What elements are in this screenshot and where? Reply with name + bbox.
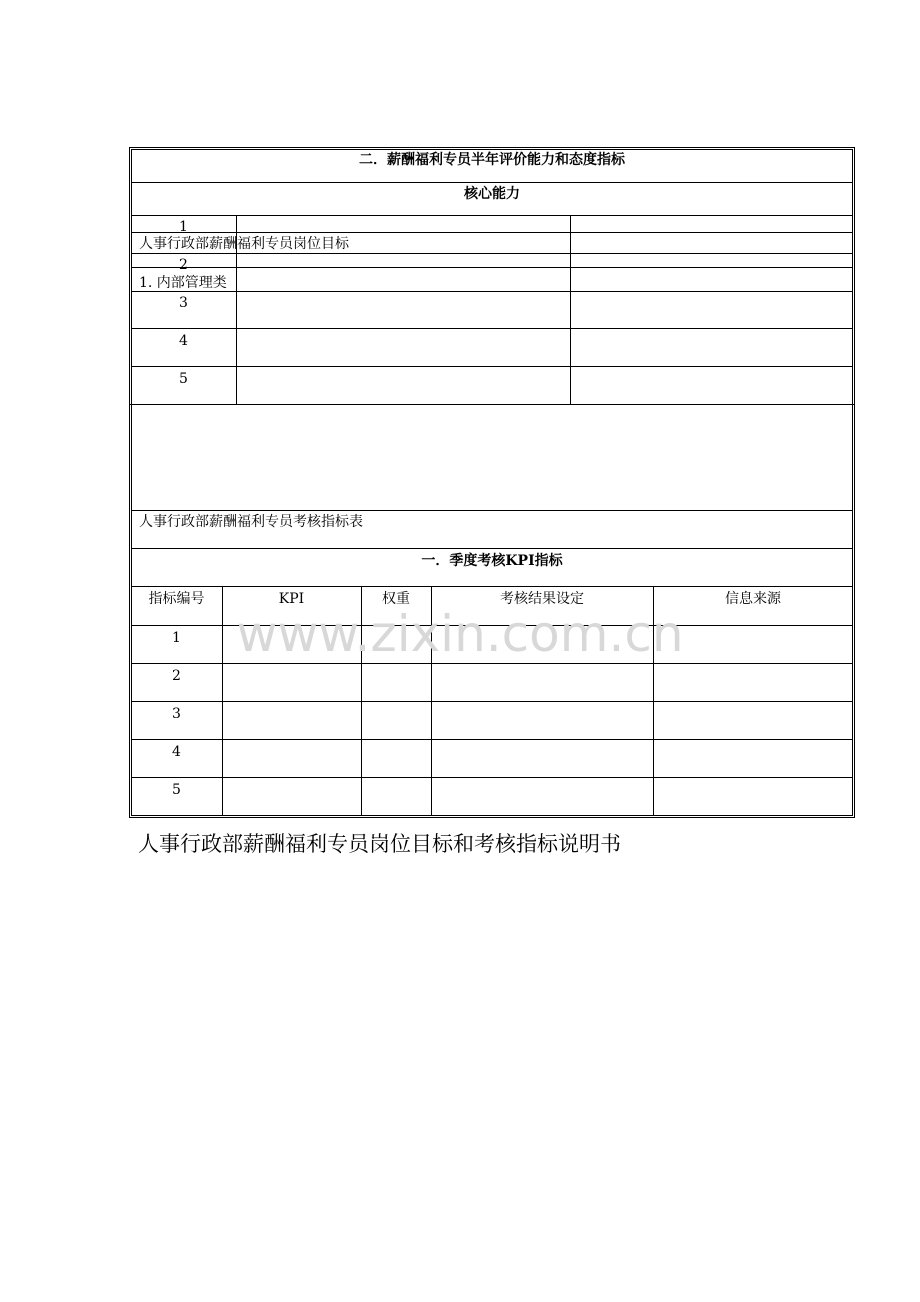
row-number: 4 bbox=[179, 333, 188, 349]
kpi-row-number: 2 bbox=[172, 668, 181, 684]
header-result: 考核结果设定 bbox=[500, 591, 584, 607]
kpi-row-number: 3 bbox=[172, 706, 181, 722]
divider bbox=[131, 510, 853, 511]
document-title: 人事行政部薪酬福利专员岗位目标和考核指标说明书 bbox=[138, 832, 621, 856]
column-divider bbox=[570, 215, 571, 404]
row-number: 1 bbox=[179, 219, 188, 235]
kpi-row-number: 4 bbox=[172, 744, 181, 760]
section2-title: 二．薪酬福利专员半年评价能力和态度指标 bbox=[359, 152, 625, 168]
category-label: 1. 内部管理类 bbox=[139, 275, 227, 291]
divider bbox=[131, 267, 853, 268]
kpi-table-title: 人事行政部薪酬福利专员考核指标表 bbox=[139, 514, 363, 530]
header-source: 信息来源 bbox=[725, 591, 781, 607]
divider bbox=[131, 366, 853, 367]
header-weight: 权重 bbox=[382, 591, 410, 607]
goal-title: 人事行政部薪酬福利专员岗位目标 bbox=[139, 236, 349, 252]
divider bbox=[131, 586, 853, 587]
divider bbox=[131, 182, 853, 183]
row-number: 3 bbox=[179, 295, 188, 311]
kpi-section-title: 一．季度考核KPI指标 bbox=[421, 553, 563, 569]
divider bbox=[131, 548, 853, 549]
watermark: www.zixin.com.cn bbox=[236, 605, 684, 663]
divider bbox=[129, 404, 855, 405]
divider bbox=[131, 739, 853, 740]
row-number: 2 bbox=[179, 257, 188, 273]
row-number: 5 bbox=[179, 371, 188, 387]
kpi-row-number: 1 bbox=[172, 630, 181, 646]
header-kpi: KPI bbox=[278, 591, 305, 607]
header-index: 指标编号 bbox=[148, 591, 205, 607]
core-ability-heading: 核心能力 bbox=[464, 186, 520, 202]
divider bbox=[131, 232, 853, 233]
divider bbox=[131, 701, 853, 702]
divider bbox=[131, 215, 853, 216]
divider bbox=[131, 328, 853, 329]
divider bbox=[131, 291, 853, 292]
divider bbox=[131, 777, 853, 778]
kpi-row-number: 5 bbox=[172, 782, 181, 798]
divider bbox=[131, 253, 853, 254]
